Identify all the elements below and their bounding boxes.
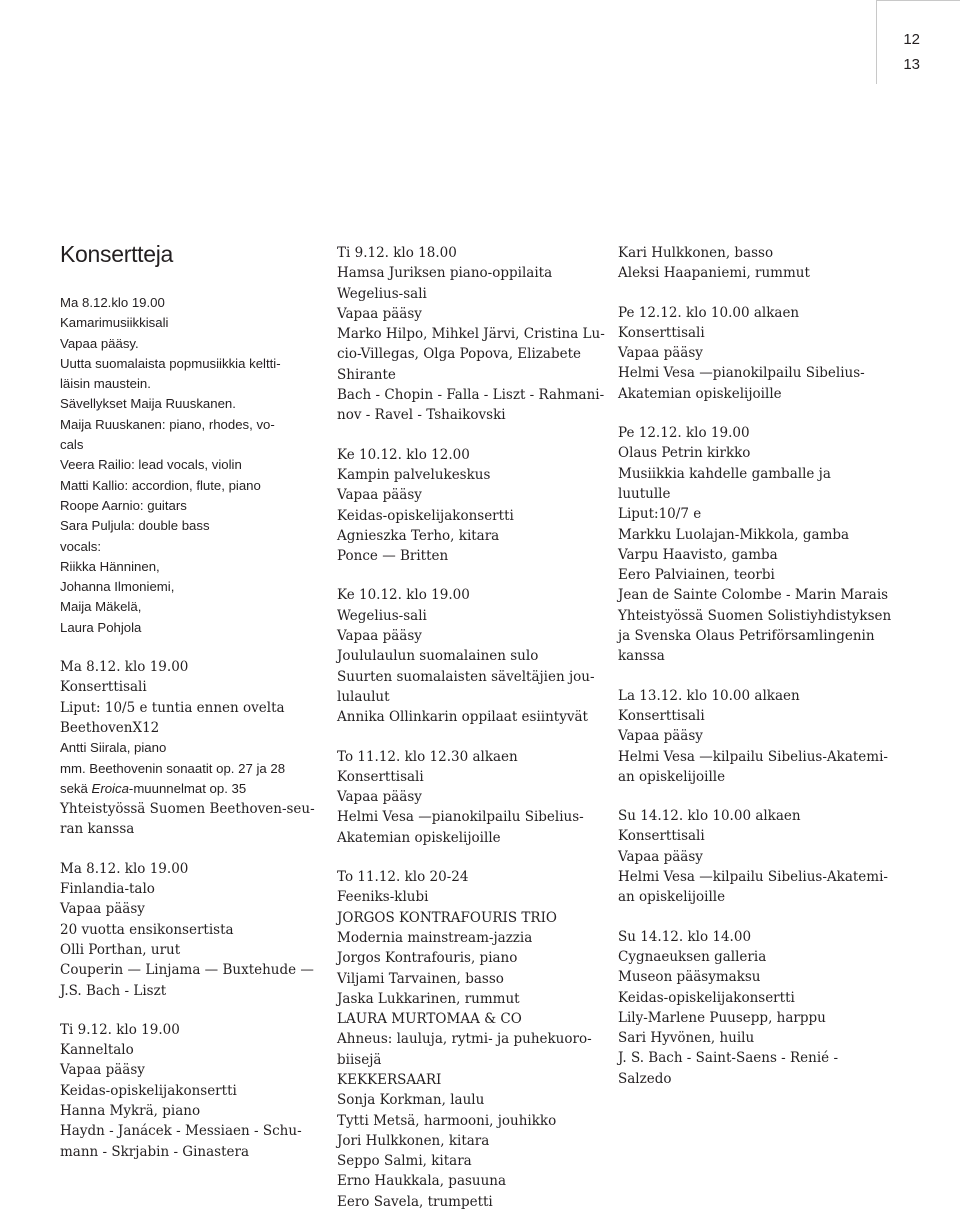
- concert-listing: [337, 243, 605, 426]
- listing-line: Akatemian opiskelijoille: [618, 385, 782, 402]
- listing-line: Maija Ruuskanen: piano, rhodes, vo-: [60, 416, 275, 432]
- listing-line: Shirante: [337, 366, 396, 383]
- listing-line: To 11.12. klo 12.30 alkaen: [337, 748, 518, 765]
- concert-listing: [60, 1020, 300, 1162]
- listing-line: Ke 10.12. klo 19.00: [337, 587, 470, 604]
- listing-line: Annika Ollinkarin oppilaat esiintyvät: [337, 709, 588, 726]
- listing-line: an opiskelijoille: [618, 889, 726, 906]
- concert-listing: [618, 423, 892, 667]
- listing-line: Keidas-opiskelijakonsertti: [618, 989, 795, 1006]
- listing-line: Vapaa pääsy: [337, 789, 422, 806]
- listing-line: KEKKERSAARI: [337, 1071, 442, 1088]
- italic-title: Eroica: [91, 780, 129, 796]
- listing-line: Liput: 10/5 e tuntia ennen ovelta: [60, 699, 285, 716]
- listing-line: Lily-Marlene Puusepp, harppu: [618, 1009, 826, 1026]
- listing-line: biisejä: [337, 1051, 382, 1068]
- listing-line: Keidas-opiskelijakonsertti: [60, 1082, 237, 1099]
- listing-line: Liput:10/7 e: [618, 506, 702, 523]
- listing-line: J.S. Bach - Liszt: [60, 982, 167, 999]
- listing-line: nov - Ravel - Tshaikovski: [337, 407, 506, 424]
- listing-line: Cygnaeuksen galleria: [618, 948, 767, 965]
- listing-line: Pe 12.12. klo 10.00 alkaen: [618, 304, 800, 321]
- listing-line: Laura Pohjola: [60, 619, 142, 635]
- listing-line: Konserttisali: [618, 828, 705, 845]
- concert-listing: [618, 927, 888, 1089]
- listing-line: Su 14.12. klo 10.00 alkaen: [618, 808, 801, 825]
- listing-line: Feeniks-klubi: [337, 889, 429, 906]
- listing-line: Couperin — Linjama — Buxtehude —: [60, 962, 314, 979]
- listing-line: Seppo Salmi, kitara: [337, 1153, 472, 1170]
- listing-line: Olaus Petrin kirkko: [618, 445, 751, 462]
- listing-line: Suurten suomalaisten säveltäjien jou-: [337, 668, 595, 685]
- listing-line: ran kanssa: [60, 821, 135, 838]
- listing-line: Aleksi Haapaniemi, rummut: [618, 265, 810, 282]
- listing-line: Joululaulun suomalainen sulo: [337, 648, 539, 665]
- listing-line: Kampin palvelukeskus: [337, 466, 491, 483]
- listing-line: Riikka Hänninen,: [60, 558, 160, 574]
- listing-line: mann - Skrjabin - Ginastera: [60, 1143, 249, 1160]
- listing-line: Vapaa pääsy: [618, 728, 703, 745]
- listing-line: Vapaa pääsy: [60, 901, 145, 918]
- listing-line: Ti 9.12. klo 19.00: [60, 1021, 180, 1038]
- listing-line: Roope Aarnio: guitars: [60, 497, 187, 513]
- concert-listing: [618, 806, 888, 907]
- listing-line: Modernia mainstream-jazzia: [337, 929, 533, 946]
- listing-line: Pe 12.12. klo 19.00: [618, 425, 750, 442]
- listing-line: Sävellykset Maija Ruuskanen.: [60, 396, 236, 412]
- listing-line: vocals:: [60, 538, 102, 554]
- listing-line: Eero Palviainen, teorbi: [618, 567, 775, 584]
- listing-line: sekä Eroica-muunnelmat op. 35: [60, 780, 247, 796]
- listing-line: Vapaa pääsy: [618, 848, 703, 865]
- listing-line: Varpu Haavisto, gamba: [618, 546, 778, 563]
- listing-line: Viljami Tarvainen, basso: [337, 970, 504, 987]
- listing-line: Ma 8.12. klo 19.00: [60, 860, 189, 877]
- listing-line: Johanna Ilmoniemi,: [60, 579, 175, 595]
- listing-line: Ke 10.12. klo 12.00: [337, 446, 470, 463]
- concert-listing: [618, 303, 888, 404]
- listing-line: Museon pääsymaksu: [618, 969, 761, 986]
- listing-line: Erno Haukkala, pasuuna: [337, 1173, 507, 1190]
- concert-listing: [60, 293, 300, 638]
- page-number-right: 13: [903, 56, 920, 73]
- listing-line: Vapaa pääsy: [337, 305, 422, 322]
- listing-line: Jaska Lukkarinen, rummut: [337, 990, 520, 1007]
- listing-line: Eero Savela, trumpetti: [337, 1193, 493, 1210]
- listing-line: Yhteistyössä Suomen Beethoven-seu-: [60, 801, 315, 818]
- listing-line: Vapaa pääsy: [60, 1062, 145, 1079]
- listing-line: lulaulut: [337, 688, 390, 705]
- listing-line: Markku Luolajan-Mikkola, gamba: [618, 526, 850, 543]
- listing-line: Ma 8.12. klo 19.00: [60, 659, 189, 676]
- listing-line: Kari Hulkkonen, basso: [618, 245, 774, 261]
- concert-listing: [60, 859, 314, 1001]
- listing-line: Sonja Korkman, laulu: [337, 1092, 485, 1109]
- listing-line: Konserttisali: [618, 707, 705, 724]
- listing-line: Kamarimusiikkisali: [60, 315, 169, 331]
- listing-line: Ponce — Britten: [337, 548, 449, 565]
- listing-line: Akatemian opiskelijoille: [337, 829, 501, 846]
- listing-line: Konserttisali: [618, 324, 705, 341]
- listing-line: Veera Railio: lead vocals, violin: [60, 457, 242, 473]
- listing-line: Vapaa pääsy.: [60, 335, 139, 351]
- listing-line: Konserttisali: [337, 768, 424, 785]
- listing-line: Sara Puljula: double bass: [60, 518, 210, 534]
- listing-line: Bach - Chopin - Falla - Liszt - Rahmani-: [337, 387, 605, 404]
- listing-line: Matti Kallio: accordion, flute, piano: [60, 477, 261, 493]
- listing-line: ja Svenska Olaus Petriförsamlingenin: [618, 628, 875, 645]
- listing-line: Yhteistyössä Suomen Solistiyhdistyksen: [618, 607, 892, 624]
- listing-line: Keidas-opiskelijakonsertti: [337, 507, 514, 524]
- listing-line: Konserttisali: [60, 679, 147, 696]
- listing-line: Kanneltalo: [60, 1042, 134, 1059]
- concert-listing: [618, 686, 888, 787]
- listing-line: läisin maustein.: [60, 376, 151, 392]
- listing-line: Su 14.12. klo 14.00: [618, 928, 752, 945]
- listing-line: Wegelius-sali: [337, 607, 427, 624]
- listing-line: Haydn - Janácek - Messiaen - Schu-: [60, 1123, 302, 1140]
- listing-line: Jean de Sainte Colombe - Marin Marais: [618, 587, 889, 604]
- listing-line: Musiikkia kahdelle gamballe ja: [618, 465, 831, 482]
- listing-line: Vapaa pääsy: [618, 345, 703, 362]
- listing-line: Helmi Vesa —pianokilpailu Sibelius-: [618, 365, 865, 382]
- concert-listing: [337, 585, 597, 727]
- listing-line: Salzedo: [618, 1070, 672, 1087]
- column-3: [618, 243, 892, 1108]
- listing-line: Jorgos Kontrafouris, piano: [337, 950, 518, 967]
- listing-line: Tytti Metsä, harmooni, jouhikko: [337, 1112, 557, 1129]
- listing-line: Agnieszka Terho, kitara: [337, 527, 500, 544]
- listing-line: To 11.12. klo 20-24: [337, 869, 469, 886]
- listing-line: mm. Beethovenin sonaatit op. 27 ja 28: [60, 760, 286, 776]
- listing-line: Jori Hulkkonen, kitara: [337, 1132, 490, 1149]
- listing-line: luutulle: [618, 485, 671, 502]
- listing-line: Marko Hilpo, Mihkel Järvi, Cristina Lu-: [337, 326, 605, 343]
- listing-line: an opiskelijoille: [618, 768, 726, 785]
- listing-line: Hamsa Juriksen piano-oppilaita: [337, 265, 553, 282]
- listing-line: cio-Villegas, Olga Popova, Elizabete: [337, 346, 581, 363]
- listing-line: LAURA MURTOMAA & CO: [337, 1011, 522, 1028]
- concert-listing: [337, 445, 597, 567]
- listing-line: Helmi Vesa —kilpailu Sibelius-Akatemi-: [618, 869, 888, 886]
- frame-horizontal-rule: [876, 0, 960, 1]
- listing-line: cals: [60, 437, 84, 453]
- listing-line: Sari Hyvönen, huilu: [618, 1030, 755, 1047]
- page-title: Konsertteja: [60, 241, 174, 267]
- listing-line: Helmi Vesa —kilpailu Sibelius-Akatemi-: [618, 748, 888, 765]
- listing-line: Wegelius-sali: [337, 285, 427, 302]
- listing-line: kanssa: [618, 648, 665, 665]
- column-1: [60, 293, 315, 1181]
- concert-listing: [337, 867, 597, 1212]
- listing-line: 20 vuotta ensikonsertista: [60, 921, 234, 938]
- page-number-left: 12: [903, 31, 920, 48]
- listing-line: La 13.12. klo 10.00 alkaen: [618, 687, 800, 704]
- listing-line: BeethovenX12: [60, 719, 160, 736]
- listing-line: Vapaa pääsy: [337, 628, 422, 645]
- listing-line: Finlandia-talo: [60, 881, 155, 898]
- listing-line: J. S. Bach - Saint-Saens - Renié -: [618, 1050, 839, 1067]
- listing-line: Ahneus: lauluja, rytmi- ja puhekuoro-: [337, 1031, 592, 1048]
- concert-listing: [337, 747, 597, 848]
- column-2: [337, 243, 605, 1231]
- listing-line: Ma 8.12.klo 19.00: [60, 295, 165, 310]
- listing-line: JORGOS KONTRAFOURIS TRIO: [337, 909, 557, 926]
- listing-line: Maija Mäkelä,: [60, 599, 142, 615]
- frame-vertical-rule: [876, 0, 877, 84]
- listing-line: Olli Porthan, urut: [60, 941, 181, 958]
- listing-line: Antti Siirala, piano: [60, 740, 167, 756]
- listing-line: Hanna Mykrä, piano: [60, 1102, 201, 1119]
- listing-line: Helmi Vesa —pianokilpailu Sibelius-: [337, 809, 584, 826]
- concert-listing: [618, 243, 888, 284]
- listing-line: Uutta suomalaista popmusiikkia keltti-: [60, 355, 281, 371]
- listing-line: Vapaa pääsy: [337, 487, 422, 504]
- concert-listing: [60, 657, 315, 840]
- listing-line: Ti 9.12. klo 18.00: [337, 245, 457, 261]
